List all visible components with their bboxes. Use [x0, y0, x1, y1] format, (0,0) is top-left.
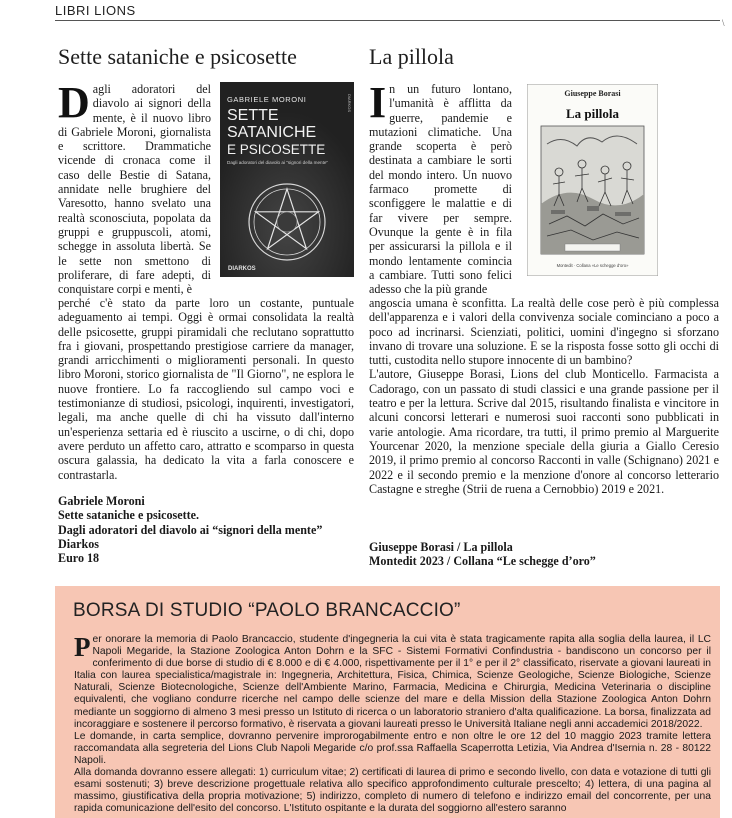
article-right-author-bio: L'autore, Giuseppe Borasi, Lions del club Monticello. Farmacista a Cadorago, con un passato di studi classici e una grande passione per il teatro e per la lettura. Scrive dal 2015, risultando finalista e vincitore in alcuni concorsi letterari e numerosi suoi racconti sono pubblicati in varie antologie. Ama ricordare, tra tutti, il primo premio al Marguerite Yourcenar 2020, la menzione speciale della giuria a Giallo Ceresio 2019, il primo premio al concorso Racconti in valle (Schignano) 2021 e 2022 e il secondo premio e la menzione d'onore al concorso letterario Castagne e streghe (Strii de ruena a Cernobbio) 2019 e 2021.: [369, 367, 719, 496]
scholarship-paragraph-1: [74, 634, 711, 731]
book-cover-art-right: [527, 84, 658, 276]
article-right-text-a: n un futuro lontano, l'umanità è afflitta da guerre, pandemie e mutazioni climatiche. Una grande scoperta è però destinata a cambiare le sorti del mondo intero. Un nuovo farmaco promette di sconfiggere le malattie e di far vivere per sempre. Ovunque la gente è in fila per assicurarsi la pillola e il mondo lentamente comincia a cambiare. Tutti sono felici adesso che la più grande: [369, 82, 512, 297]
scholarship-dropcap: P: [74, 632, 91, 662]
credit-price-left: Euro 18: [58, 551, 100, 566]
article-body-right-wide: [369, 296, 719, 496]
article-body-left-narrow: [58, 78, 211, 297]
credits-right: [369, 540, 596, 569]
page-mark: \: [722, 18, 725, 28]
scholarship-paragraph-2: Le domande, in carta semplice, dovranno pervenire improrogabilmente entro e non oltre le ore 12 del 10 maggio 2023 tramite lettera raccomandata alla segreteria del Lions Club Napoli Megaride c/o prof.ssa Raffaella Scaperrotta Letizia, Via Andrea d'Isernia n. 28 - 80122 Napoli.: [74, 730, 711, 766]
cover-left-subtitle: Dagli adoratori del diavolo ai "signori della mente": [227, 160, 329, 165]
scholarship-title: BORSA DI STUDIO “PAOLO BRANCACCIO”: [73, 600, 461, 621]
cover-left-publisher: DIARKOS: [228, 266, 256, 272]
article-left-text-b: perché c'è stato da parte loro un costante, puntuale adeguamento ai tempi. Oggi è ormai consolidata la realtà delle psicosette, gruppi piramidali che reclutano soprattutto fra i giovani, prospettando prestigiose carriere da manager, grandi arricchimenti o miglioramenti personali. In questo libro Moroni, storico giornalista de "Il Giorno", ne esplora le nuove frontiere. Lo fa raccogliendo sul campo voci e testimonianze di studiosi, psicologi, inquirenti, investigatori, legali, ma anche quelle di chi ha vissuto dall'interno un'esperienza settaria ed è riuscito a uscirne, o di chi, dopo avere perduto un affetto caro, attratto e scomparso in questa oscura galassia, ha dedicato la vita a farla conoscere e contrastarla.: [58, 296, 354, 482]
credits-left: [58, 494, 322, 565]
book-cover-sette-sataniche: [220, 82, 354, 277]
article-body-left-wide: [58, 296, 354, 482]
cover-left-title-2: SATANICHE: [227, 124, 317, 141]
engraving-illustration: [541, 126, 644, 254]
scholarship-text-1: er onorare la memoria di Paolo Brancaccio, studente d'ingegneria la cui vita è stata tragicamente rapita alla soglia della laurea, il LC Napoli Megaride, la Stazione Zoologica Anton Dohrn e la SFC - Sistemi Formativi Confindustria - bandiscono un concorso per il conferimento di due borse di studio di € 8.000 e di € 4.000, rispettivamente per il 1° e per il 2° classificato, riservate a giovani laureati in Italia con laurea specialistica/magistrale in: Ingegneria, Architettura, Fisica, Chimica, Scienze Geologiche, Scienze Biologiche, Scienze Naturali, Scienze Biotecnologiche, Scienze dell'Ambiente Marino, Farmacia, Medicina e Chirurgia, Medicina Veterinaria o discipline equivalenti, che vogliano condurre ricerche nel campo delle scienze del mare e della Mission della Stazione Zoologica Anton Dohrn mediante un soggiorno di almeno 3 mesi presso un Istituto di ricerca o un laboratorio straniero d'alta qualificazione. La borsa, finalizzata ad incoraggiare e sostenere il percorso formativo, è riservata a giovani laureati presso le Università Italiane negli anni accademici 2018/2022.: [74, 634, 711, 730]
credit-subtitle-left: Dagli adoratori del diavolo ai “signori della mente”: [58, 522, 323, 537]
cover-right-title: La pillola: [565, 106, 620, 121]
credit-author-left: Gabriele Moroni: [58, 494, 145, 508]
cover-right-footer: Montedit · Collana «Le schegge d'oro»: [556, 263, 629, 268]
scholarship-paragraph-3: Alla domanda dovranno essere allegati: 1) curriculum vitae; 2) certificati di laurea di primo e secondo livello, con data e votazione di tutti gli esami sostenuti; 3) breve descrizione progettuale relativa allo specifico approfondimento culturale prescelto; 4) lettera, di una pagina al massimo, giustificativa della propria motivazione; 5) indirizzo, completo di numero di telefono e indirizzo email del concorrente, per una rapida comunicazione dell'esito del concorso. L'Istituto ospitante e la durata del soggiorno all'estero saranno: [74, 767, 711, 815]
cover-left-title-1: SETTE: [227, 107, 279, 124]
header-rule: [55, 20, 720, 21]
article-title-left: Sette sataniche e psicosette: [58, 44, 297, 69]
credit-author-title-right: Giuseppe Borasi / La pillola: [369, 540, 513, 554]
article-left-text-a: agli adoratori del diavolo ai signori della mente, è il nuovo libro di Gabriele Moroni, giornalista e scrittore. Drammatiche vicende di cronaca come il caso delle Bestie di Satana, annidate nelle brughiere del Varesotto, hanno svelato una realtà sconosciuta, popolata da gruppi e gruppuscoli, atomi, schegge in assoluta libertà. Se le sette non smettono di proliferare, di fare adepti, di conquistare corpi e menti, è: [58, 82, 211, 297]
dropcap-left: D: [58, 78, 90, 127]
credit-publisher-right: Montedit 2023 / Collana “Le schegge d’oro”: [369, 554, 596, 569]
article-right-text-b: angoscia umana è sconfitta. La realtà delle cose però è più complessa dell'apparenza e i valori della convivenza sociale cominciano a poco a poco ad incrinarsi. Scienziati, politici, uomini d'ingegno si sforzano invano di trovare una soluzione. E se la risposta fosse sotto gli occhi di tutti, custodita nello stupore innocente di un bambino?: [369, 296, 719, 368]
cover-left-spine: DIARKOS: [347, 94, 352, 113]
article-title-right: La pillola: [369, 44, 454, 69]
cover-right-author: Giuseppe Borasi: [564, 89, 621, 98]
scholarship-body: [74, 634, 711, 815]
book-cover-art: [220, 82, 354, 277]
credit-publisher-left: Diarkos: [58, 536, 99, 551]
article-body-right-narrow: [369, 78, 512, 297]
dropcap-right: I: [369, 78, 387, 127]
book-cover-la-pillola: [527, 84, 658, 276]
cover-left-author: GABRIELE MORONI: [227, 95, 307, 104]
credit-title-left: Sette sataniche e psicosette.: [58, 508, 200, 523]
section-header: LIBRI LIONS: [55, 3, 136, 18]
cover-left-title-3: E PSICOSETTE: [227, 142, 326, 157]
